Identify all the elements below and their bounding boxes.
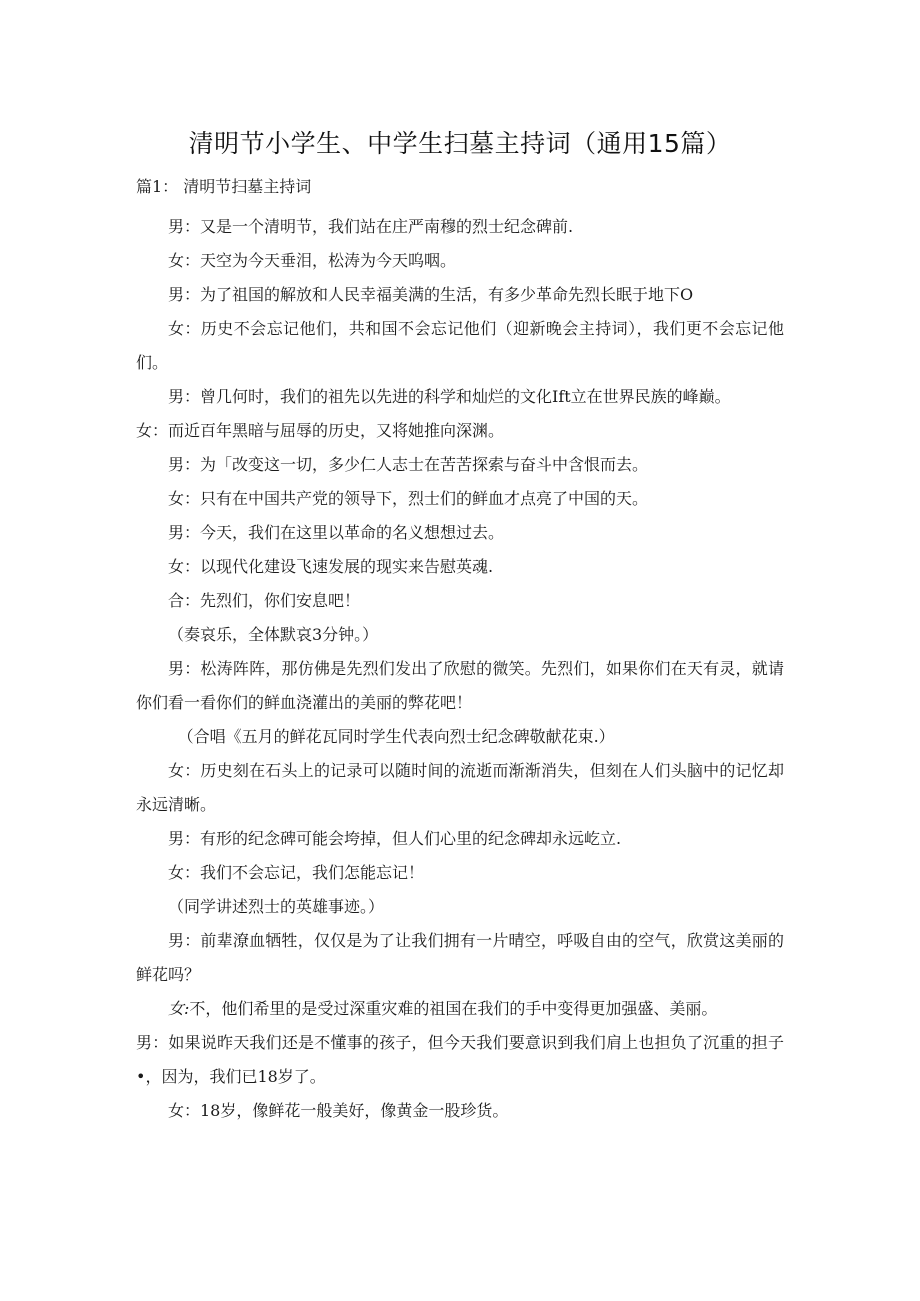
paragraph: 男：为「改变这一切，多少仁人志士在苦苦探索与奋斗中含恨而去。	[168, 455, 649, 474]
paragraph: 女：18岁，像鲜花一般美好，像黄金一股珍货。	[168, 1101, 509, 1120]
paragraph: 男：今天，我们在这里以革命的名义想想过去。	[168, 523, 505, 542]
paragraph: 男：曾几何时，我们的祖先以先进的科学和灿烂的文化Ift立在世界民族的峰巅。	[168, 387, 731, 406]
paragraph: 女：而近百年黑暗与屈辱的历史，又将她推向深渊。	[136, 421, 505, 440]
paragraph: 女：历史刻在石头上的记录可以随时间的流逝而渐渐消失，但刻在人们头脑中的记忆却永远清晰。	[136, 761, 784, 814]
paragraph: （合唱《五月的鲜花瓦同时学生代表向烈士纪念碑敬献花束.）	[177, 727, 615, 746]
paragraph-text: 不，他们希里的是受过深重灾难的祖国在我们的手中变得更加强盛、美丽。	[189, 999, 718, 1018]
speaker-label: 女:	[168, 999, 190, 1018]
paragraph: （同学讲述烈士的英雄事迹。）	[168, 897, 385, 916]
paragraph: 女：我们不会忘记，我们怎能忘记！	[168, 863, 425, 882]
paragraph: 男：又是一个清明节，我们站在庄严南穆的烈士纪念碑前.	[168, 217, 574, 236]
document-title: 清明节小学生、中学生扫墓主持词（通用15篇）	[188, 129, 732, 158]
document-body	[136, 210, 784, 1128]
paragraph: 女：历史不会忘记他们，共和国不会忘记他们（迎新晚会主持词），我们更不会忘记他们。	[136, 319, 784, 372]
paragraph: 男：如果说昨天我们还是不懂事的孩子，但今天我们要意识到我们肩上也担负了沉重的担子•，因为，我们已18岁了。	[136, 1033, 784, 1086]
paragraph: 男：前辈潦血牺牲，仅仅是为了让我们拥有一片晴空，呼吸自由的空气，欣赏这美丽的鲜花吗？	[136, 931, 784, 984]
paragraph-italic-speaker	[136, 992, 784, 1026]
paragraph: 合：先烈们，你们安息吧！	[168, 591, 361, 610]
paragraph: 女：以现代化建设飞速发展的现实来告慰英魂.	[168, 557, 494, 576]
paragraph: （奏哀乐，全体默哀3分钟。）	[168, 625, 379, 644]
paragraph: 男：松涛阵阵，那仿佛是先烈们发出了欣慰的微笑。先烈们，如果你们在天有灵，就请你们看一看你们的鲜血浇灌出的美丽的弊花吧！	[136, 659, 784, 712]
section-heading: 篇1： 清明节扫墓主持词	[136, 177, 312, 196]
paragraph: 男：为了祖国的解放和人民幸福美满的生活，有多少革命先烈长眠于地下O	[168, 285, 694, 304]
paragraph: 男：有形的纪念碑可能会垮掉，但人们心里的纪念碑却永远屹立.	[168, 829, 622, 848]
paragraph: 女：只有在中国共产党的领导下，烈士们的鲜血才点亮了中国的天。	[168, 489, 649, 508]
paragraph: 女：天空为今天垂泪，松涛为今天呜咽。	[168, 251, 457, 270]
